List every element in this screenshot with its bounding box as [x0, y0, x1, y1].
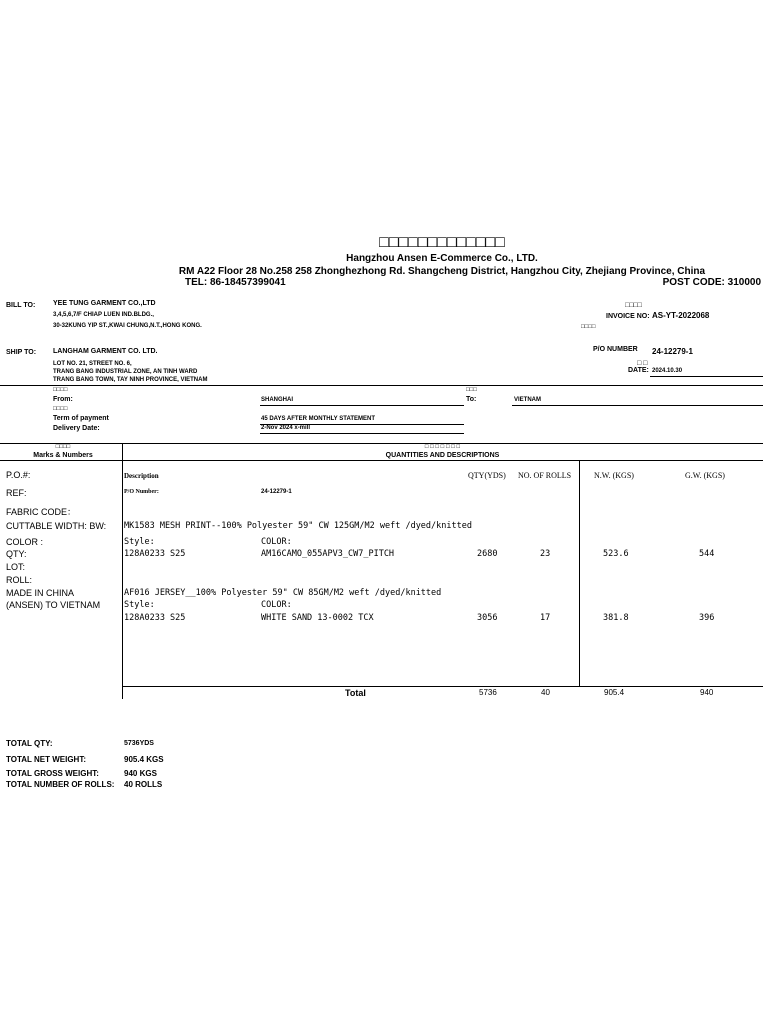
item-2-color-label: COLOR: — [261, 600, 292, 610]
summary-total-qty-label: TOTAL QTY: — [6, 739, 53, 748]
item-1-qty: 2680 — [477, 549, 498, 559]
delivery-label: Delivery Date: — [53, 425, 100, 432]
company-address: RM A22 Floor 28 No.258 258 Zhonghezhong Rd. Shangcheng District, Hangzhou City, Zhejiang Province, China — [178, 266, 706, 277]
summary-gross-label: TOTAL GROSS WEIGHT: — [6, 769, 99, 778]
marks-made-in: MADE IN CHINA — [6, 588, 75, 598]
date-label: DATE: — [628, 367, 649, 374]
item-1-nw: 523.6 — [603, 549, 629, 559]
date-value: 2024.10.30 — [652, 368, 683, 374]
bill-to-line1: 3,4,5,6,7/F CHIAP LUEN IND.BLDG., — [53, 312, 154, 318]
table-total-line — [122, 686, 763, 687]
term-label: Term of payment — [53, 415, 109, 422]
po-number-label: P/O Number: — [124, 489, 159, 495]
ship-to-line1: LOT NO. 21, STREET NO. 6, — [53, 361, 132, 367]
total-rolls: 40 — [541, 688, 550, 697]
item-1-gw: 544 — [699, 549, 715, 559]
from-label: From: — [53, 396, 73, 403]
ship-to-name: LANGHAM GARMENT CO. LTD. — [53, 348, 158, 355]
term-value: 45 DAYS AFTER MONTHLY STATEMENT — [261, 416, 376, 422]
to-underline — [512, 405, 763, 406]
bill-to-name: YEE TUNG GARMENT CO.,LTD — [53, 300, 156, 307]
company-name-en: Hangzhou Ansen E-Commerce Co., LTD. — [346, 253, 538, 264]
marks-qty: QTY: — [6, 549, 27, 559]
item-2-color: WHITE SAND 13-0002 TCX — [261, 613, 374, 623]
qd-cn-header: □ □ □ □ □ □ □ — [424, 444, 461, 450]
po-number-value: 24-12279-1 — [261, 489, 292, 495]
delivery-value: 2-Nov 2024 x-mill — [261, 425, 311, 431]
item-2-rolls: 17 — [540, 613, 551, 623]
total-label: Total — [345, 688, 366, 698]
po-number: 24-12279-1 — [652, 347, 693, 356]
date-cn-label: □ □ — [637, 360, 648, 367]
po-label: P/O NUMBER — [593, 346, 638, 353]
from-underline — [260, 405, 464, 406]
item-1-style-label: Style: — [124, 537, 155, 547]
table-col-divider-left — [122, 443, 123, 699]
from-value: SHANGHAI — [261, 397, 294, 403]
item-2-style-label: Style: — [124, 600, 155, 610]
company-tel: TEL: 86-18457399041 — [185, 277, 286, 288]
to-value: VIETNAM — [514, 397, 541, 403]
qty-header: QTY(YDS) — [468, 471, 506, 480]
invoice-cn-label: □□□□ — [625, 302, 642, 309]
marks-lot: LOT: — [6, 562, 26, 572]
marks-ansen: (ANSEN) TO VIETNAM — [6, 600, 101, 610]
qd-header: QUANTITIES AND DESCRIPTIONS — [385, 452, 500, 459]
term-cn-label: □□□□ — [53, 406, 68, 412]
item-1-color: AM16CAMO_055APV3_CW7_PITCH — [261, 549, 395, 559]
from-cn-label: □□□□ — [53, 387, 68, 393]
invoice-number: AS-YT-2022068 — [652, 311, 710, 320]
item-1-style: 128A0233 S25 — [124, 549, 186, 559]
date-underline — [650, 376, 763, 377]
divider-top — [0, 385, 763, 386]
item-2-desc: AF016 JERSEY__100% Polyester 59" CW 85GM/M2 weft /dyed/knitted — [124, 588, 442, 598]
delivery-underline — [260, 433, 464, 434]
summary-net-label: TOTAL NET WEIGHT: — [6, 755, 86, 764]
marks-header: Marks & Numbers — [33, 452, 93, 459]
item-2-style: 128A0233 S25 — [124, 613, 186, 623]
item-2-gw: 396 — [699, 613, 715, 623]
summary-rolls-label: TOTAL NUMBER OF ROLLS: — [6, 780, 115, 789]
summary-net: 905.4 KGS — [124, 755, 164, 764]
rolls-header: NO. OF ROLLS — [518, 471, 572, 480]
marks-roll: ROLL: — [6, 575, 33, 585]
summary-rolls: 40 ROLLS — [124, 780, 163, 789]
item-2-qty: 3056 — [477, 613, 498, 623]
ship-to-line2: TRANG BANG INDUSTRIAL ZONE, AN TINH WARD — [53, 369, 198, 375]
summary-gross: 940 KGS — [124, 769, 157, 778]
item-1-color-label: COLOR: — [261, 537, 292, 547]
total-nw: 905.4 — [604, 688, 625, 697]
ship-to-label: SHIP TO: — [6, 349, 37, 356]
marks-fabric-code: FABRIC CODE： — [6, 507, 77, 517]
total-gw: 940 — [700, 688, 714, 697]
marks-cuttable: CUTTABLE WIDTH: BW: — [6, 521, 107, 531]
description-header: Description — [124, 472, 159, 480]
summary-total-qty: 5736YDS — [124, 740, 154, 747]
item-1-desc: MK1583 MESH PRINT--100% Polyester 59" CW 125GM/M2 weft /dyed/knitted — [124, 521, 472, 531]
table-header-line — [0, 460, 763, 461]
item-2-nw: 381.8 — [603, 613, 629, 623]
ship-to-line3: TRANG BANG TOWN, TAY NINH PROVINCE, VIETNAM — [53, 377, 208, 383]
marks-cn-header: □□□□ — [55, 444, 71, 450]
total-qty: 5736 — [479, 688, 497, 697]
post-code: POST CODE: 310000 — [662, 277, 761, 288]
nw-header: N.W. (KGS) — [594, 471, 634, 480]
marks-color: COLOR : — [6, 537, 44, 547]
to-cn-label: □□□ — [466, 387, 477, 393]
bill-to-label: BILL TO: — [6, 302, 36, 309]
gw-header: G.W. (KGS) — [685, 471, 725, 480]
invoice-cn-label2: □□□□ — [581, 324, 596, 330]
invoice-label: INVOICE NO: — [606, 313, 650, 320]
item-1-rolls: 23 — [540, 549, 551, 559]
company-name-cn: □□□□□□□□□□□□□ — [379, 234, 505, 251]
bill-to-line2: 30-32KUNG YIP ST.,KWAI CHUNG,N.T.,HONG KONG. — [53, 323, 202, 329]
marks-po: P.O.#: — [6, 470, 31, 480]
table-col-divider-right — [579, 460, 580, 687]
marks-ref: REF: — [6, 488, 27, 498]
to-label: To: — [466, 396, 477, 403]
